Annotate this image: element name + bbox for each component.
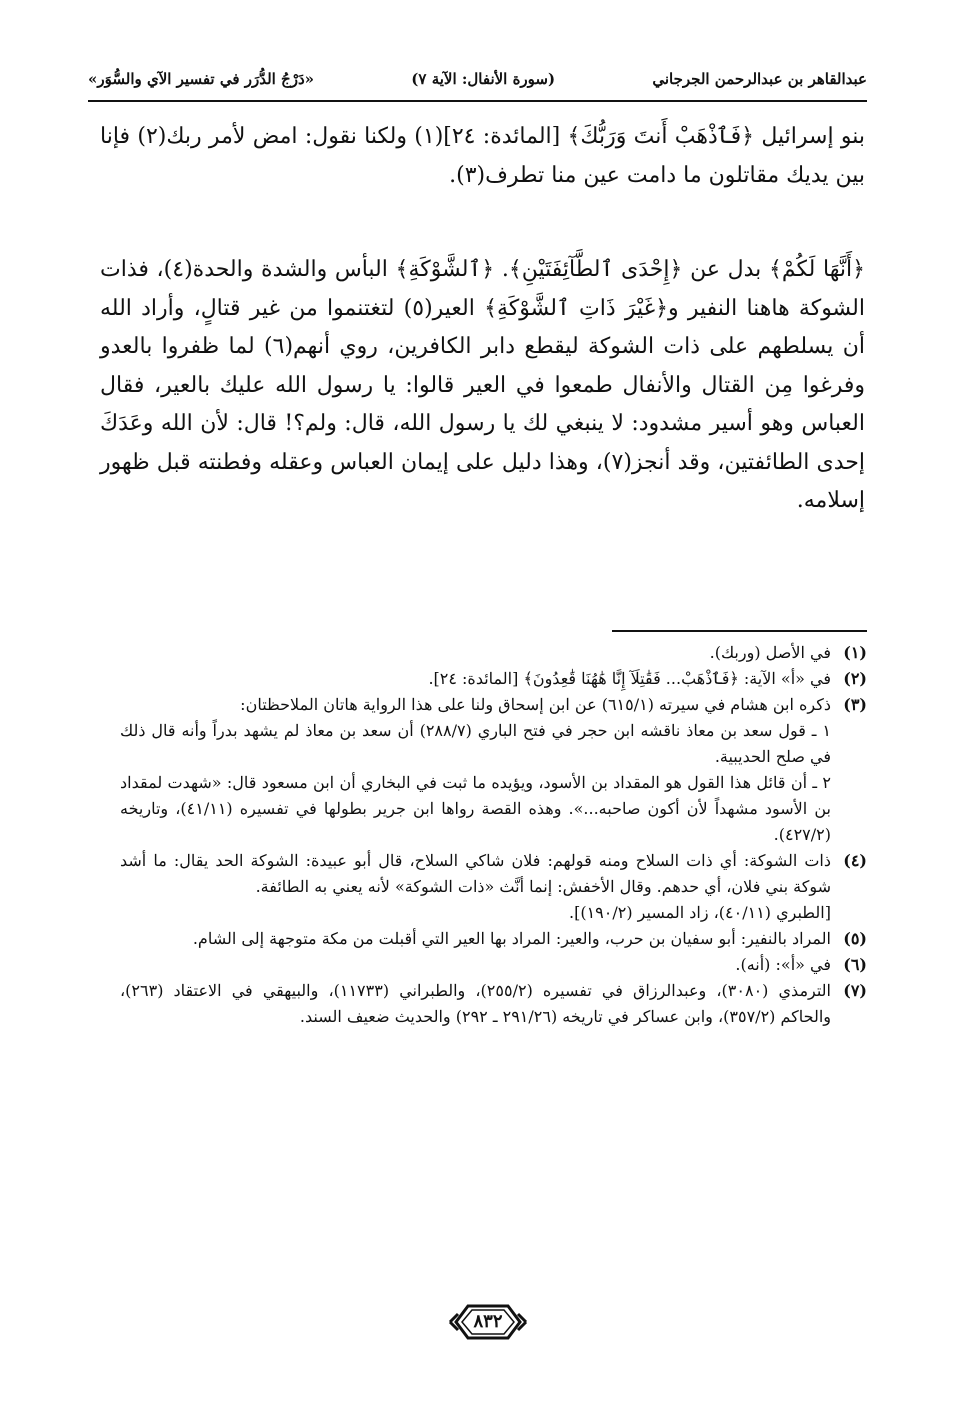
footnote-number: (٦) (843, 955, 867, 974)
footnote-number: (٣) (843, 695, 867, 714)
footnote-text: في الأصل (وربك). (709, 643, 831, 662)
footnote-text: ذات الشوكة: أي ذات السلاح ومنه قولهم: فلان شاكي السلاح، قال أبو عبيدة: الشوكة الحد يقال: ما أشد شوكة بني فلان، أي حدهم. وقال الأخفش: إنما أنَّث «ذات الشوكة» لأنه يعني به الطائفة. (120, 851, 831, 896)
header-divider (88, 100, 867, 102)
main-text (100, 118, 865, 521)
footnote-divider (612, 630, 867, 632)
footnote-text: في «أ» الآية: ﴿فَٱذْهَبْ... فَقَٰتِلَآ إِنَّا هَٰهُنَا قَٰعِدُونَ﴾ [المائدة: ٢٤]. (428, 669, 831, 688)
footnote-text: ٢ ـ أن قائل هذا القول هو المقداد بن الأسود، ويؤيده ما ثبت في البخاري أن ابن مسعود قال: «شهدت لمقداد بن الأسود مشهداً لأن أكون صاحبه...». وهذه القصة رواها ابن جرير بطولها في تفسيره (٤١/١١)، وتاريخه (٤٢٧/٢). (120, 773, 832, 844)
footnote-text: المراد بالنفير: أبو سفيان بن حرب، والعير: المراد بها العير التي أقبلت من مكة متوجهة إلى الشام. (192, 929, 831, 948)
page-number: ٨٣٢ (473, 1311, 503, 1332)
header-author: عبدالقاهر بن عبدالرحمن الجرجاني (652, 70, 867, 88)
footnote-4 (120, 848, 867, 926)
footnote-text: ذكره ابن هشام في سيرته (٦١٥/١) عن ابن إسحاق ولنا على هذا الرواية هاتان الملاحظتان: (240, 695, 831, 714)
footnotes (120, 640, 867, 1030)
footnote-2 (120, 666, 867, 692)
header-book-title: «دَرْجُ الدُّرَر في تفسير الآي والسُّوَر» (88, 70, 315, 88)
page-number-ornament (448, 1302, 528, 1342)
footnote-text: في «أ»: (أنه). (735, 955, 831, 974)
footnote-number: (١) (843, 643, 867, 662)
footnote-5 (120, 926, 867, 952)
footnote-text: الترمذي (٣٠٨٠)، وعبدالرزاق في تفسيره (٢٥٥/٢)، والطبراني (١١٧٣٣)، والبيهقي في الاعتقاد (٢٦٣)، والحاكم (٣٥٧/٢)، وابن عساكر في تاريخه (٢٩١/٢٦ ـ ٢٩٢) والحديث ضعيف السند. (120, 981, 831, 1026)
footnote-number: (٤) (843, 851, 867, 870)
footnote-number: (٥) (843, 929, 867, 948)
footnote-text: [الطبري (٤٠/١١)، زاد المسير (١٩٠/٢)]. (568, 903, 831, 922)
footnote-text: ١ ـ قول سعد بن معاذ ناقشه ابن حجر في فتح الباري (٢٨٨/٧) أن سعد بن معاذ لم يشهد بدراً وأنه قال ذلك في صلح الحديبية. (120, 721, 831, 766)
header-surah: (سورة الأنفال: الآية ٧) (411, 70, 556, 88)
paragraph-1: بنو إسرائيل ﴿فَٱذْهَبْ أَنتَ وَرَبُّكَ﴾ [المائدة: ٢٤](١) ولكنا نقول: امض لأمر ربك(٢) فإنا بين يديك مقاتلون ما دامت عين منا تطرف(٣). (100, 124, 865, 188)
footnote-6 (120, 952, 867, 978)
footnote-7 (120, 978, 867, 1030)
paragraph-2: ﴿أَنَّهَا لَكُمْ﴾ بدل عن ﴿إِحْدَى ٱلطَّآئِفَتَيْنِ﴾. ﴿ٱلشَّوْكَةِ﴾ البأس والشدة والحدة(٤)، فذات الشوكة هاهنا النفير و﴿غَيْرَ ذَاتِ ٱلشَّوْكَةِ﴾ العير(٥) لتغتنموا من غير قتالٍ، وأراد الله أن يسلطهم على ذات الشوكة ليقطع دابر الكافرين، روي أنهم(٦) لما ظفروا بالعدو وفرغوا مِن القتال والأنفال طمعوا في العير قالوا: يا رسول الله عليك بالعير، فقال العباس وهو أسير مشدود: لا ينبغي لك يا رسول الله، قال: ولم؟! قال: لأن الله وعَدَكَ إحدى الطائفتين، وقد أنجز(٧)، وهذا دليل على إيمان العباس وعقله وفطنته قبل ظهور إسلامه. (100, 257, 866, 513)
footnote-1 (120, 640, 867, 666)
footnote-3 (120, 692, 867, 848)
footnote-number: (٧) (843, 981, 867, 1000)
footnote-number: (٢) (843, 669, 867, 688)
running-header (88, 62, 867, 96)
